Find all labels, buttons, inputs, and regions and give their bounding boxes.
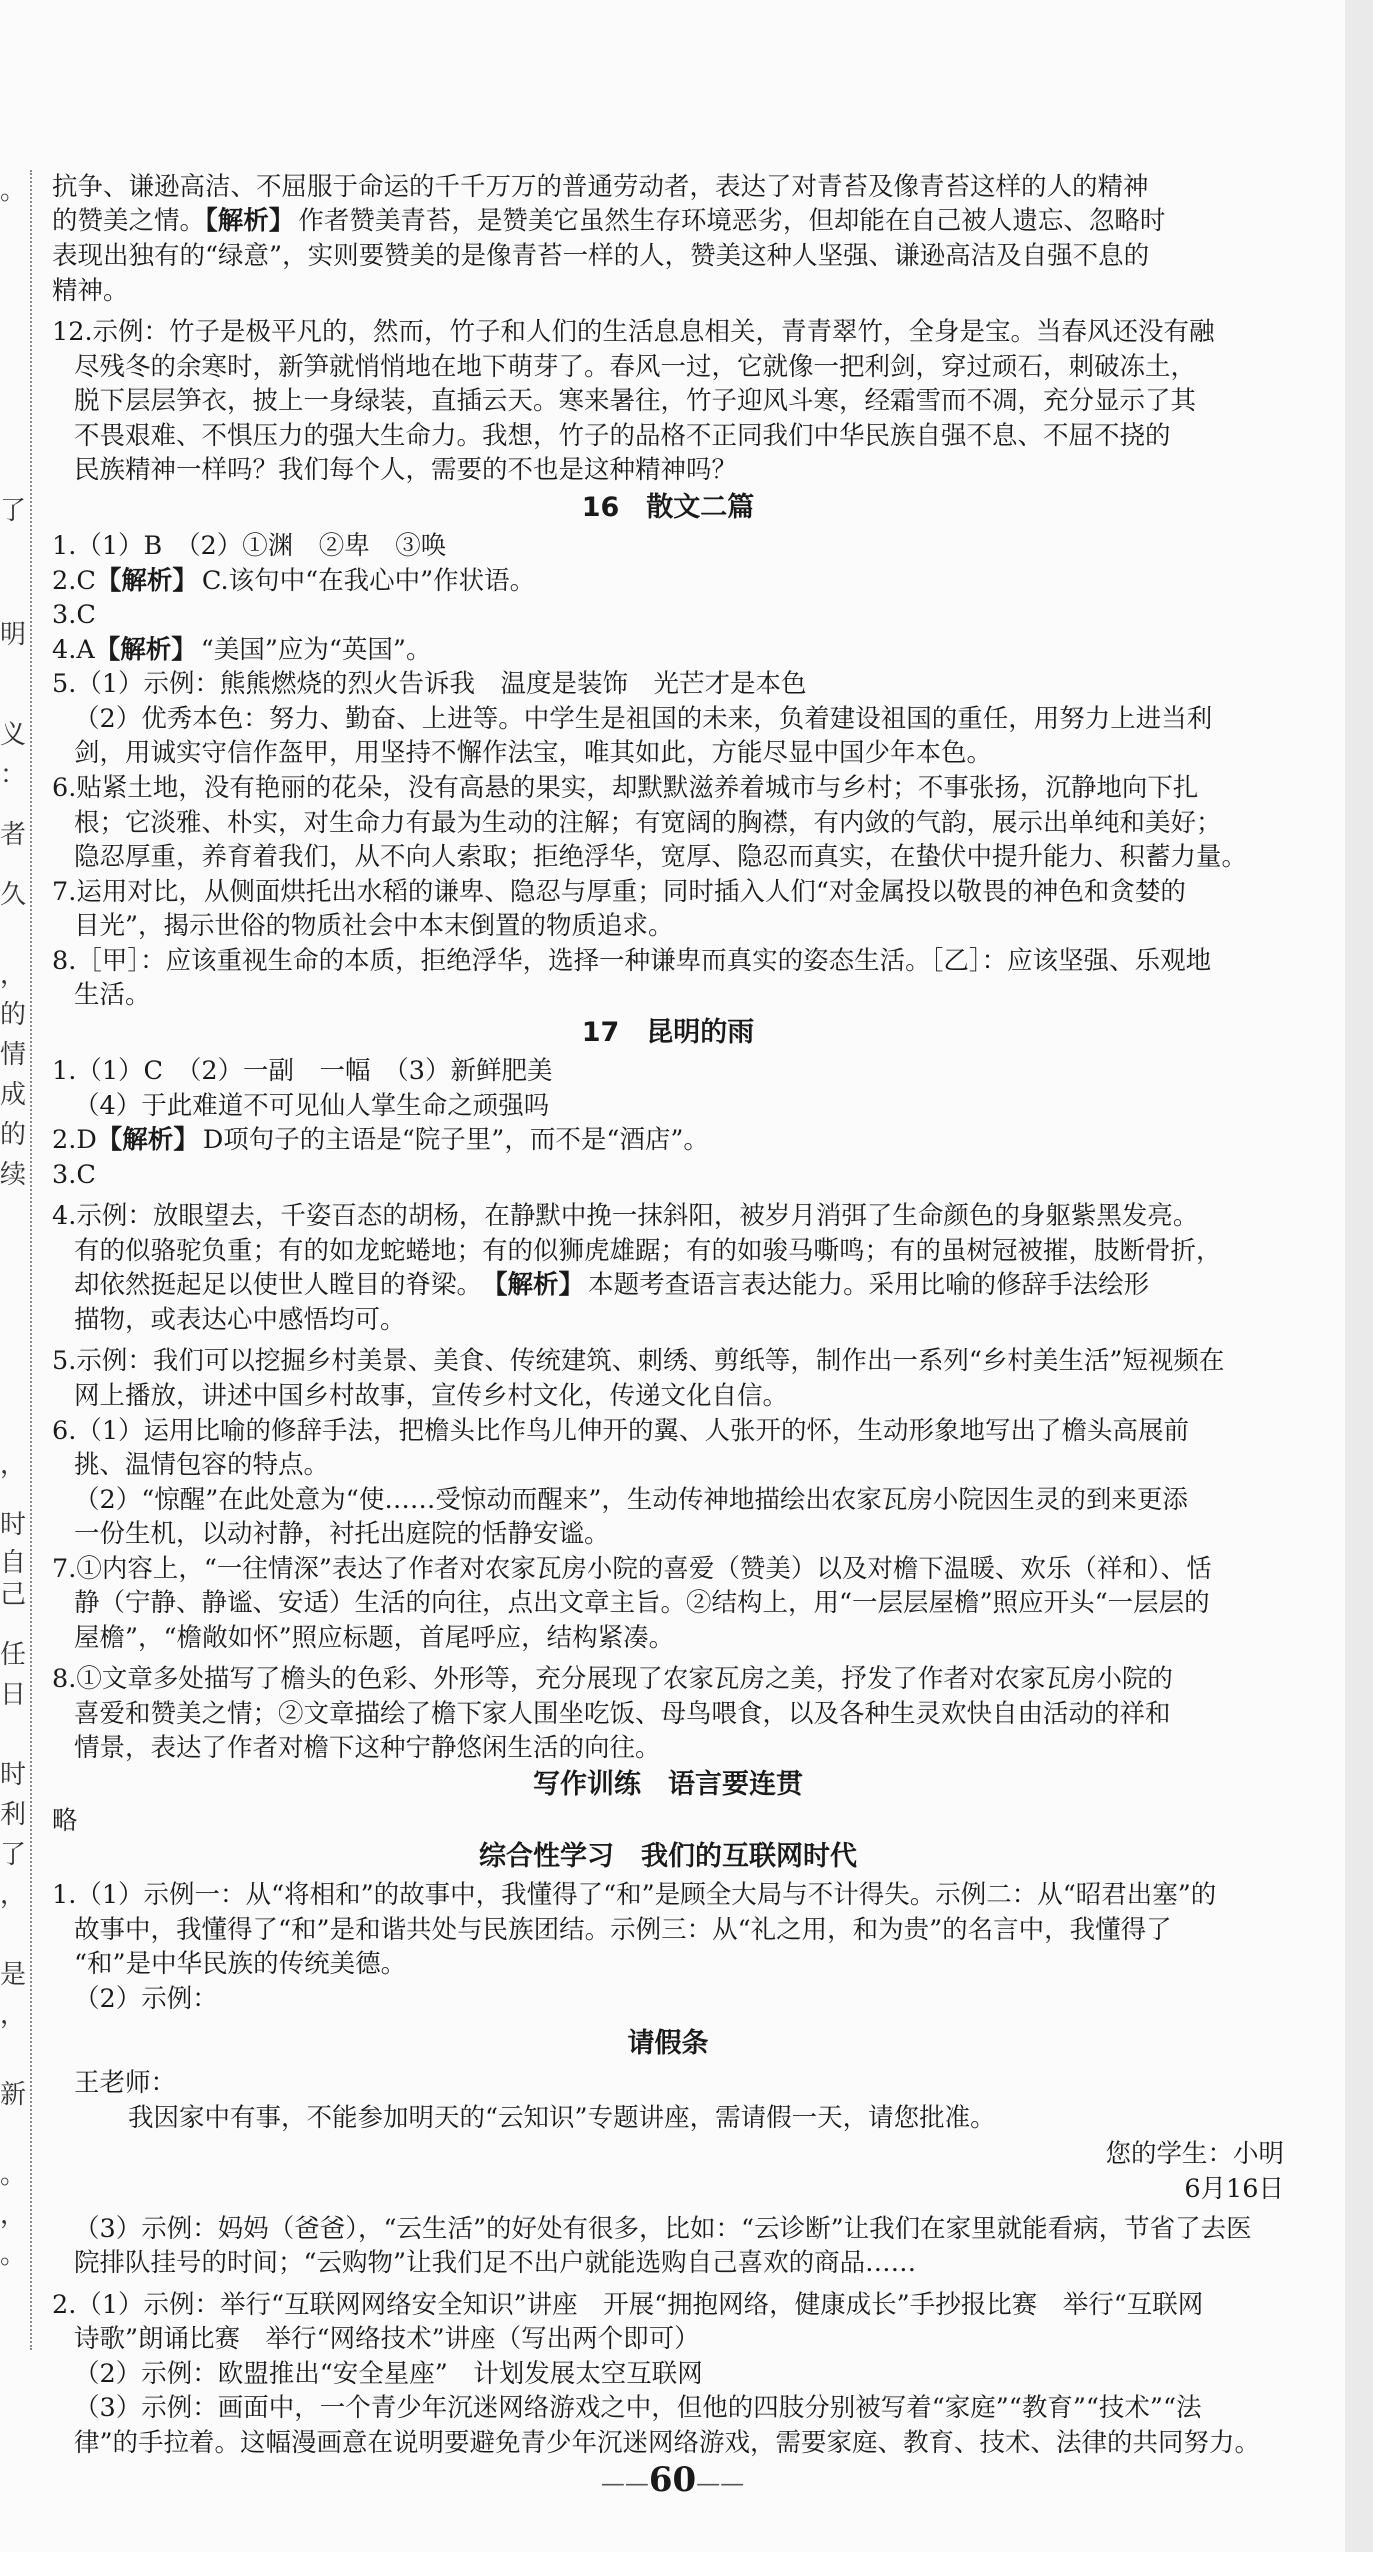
margin-fragment: 成 [0,1080,27,1110]
margin-fragment: 是 [0,1960,27,1990]
section-heading [1184,2169,1284,2209]
margin-fragment: 任 [0,1640,27,1670]
margin-fragment: ， [0,2000,27,2030]
line-text: 描物，或表达心中感悟均可。 [74,1305,406,1335]
text-line [52,312,1215,352]
line-text: 生活。 [74,980,151,1010]
line-text: “和”是中华民族的传统美德。 [74,1949,407,1979]
page-number: —— 60 —— [0,2460,1345,2500]
text-line [52,1875,1216,1915]
line-text: 3.C [52,600,96,630]
line-text: 网上播放，讲述中国乡村故事，宣传乡村文化，传递文化自信。 [74,1381,789,1411]
text-line [52,1051,553,1091]
text-line [74,1618,674,1658]
text-line [74,1445,329,1485]
text-line [52,1120,709,1160]
analysis-label: 【 解析 】 [205,206,294,236]
line-text: 律”的手拉着。这幅漫画意在说明要避免青少年沉迷网络游戏，需要家庭、教育、技术、法律的共同努力。 [74,2428,1261,2458]
analysis-text: C.该句中“在我心中”作状语。 [201,566,536,596]
margin-fragment: 情 [0,1040,27,1070]
margin-fragment: 时 [0,1760,27,1790]
margin-fragment: 明 [0,620,27,650]
text-line [74,2063,176,2103]
text-line [74,1514,610,1554]
text-line [74,1944,406,1984]
text-line [52,236,1149,276]
line-text: （2）优秀本色：努力、勤奋、上进等。中学生是祖国的未来，负着建设祖国的重任，用努力上进当利 [74,704,1213,734]
line-text: 根；它淡雅、朴实，对生命力有最为生动的注解；有宽阔的胸襟，有内敛的气韵，展示出单纯和美好； [74,808,1222,838]
line-text: 我因家中有事，不能参加明天的“云知识”专题讲座，需请假一天，请您批准。 [128,2103,996,2133]
analysis-text: 作者赞美青苔，是赞美它虽然生存环境恶劣，但却能在自己被人遗忘、忽略时 [298,206,1166,236]
margin-fragment: 新 [0,2080,27,2110]
analysis-label: 【 解析 】 [97,1125,199,1155]
section-heading [1105,2134,1284,2174]
text-line [74,1979,218,2019]
line-text: 院排队挂号的时间；“云购物”让我们足不出户就能选购自己喜欢的商品…… [74,2248,917,2278]
text-line [74,450,737,490]
line-text: （2）示例： [74,1984,218,2014]
margin-fragment: ， [0,2200,27,2230]
line-text: 不畏艰难、不惧压力的强大生命力。我想，竹子的品格不正同我们中华民族自强不息、不屈不挠的 [74,421,1171,451]
line-text: 4.A [52,635,95,665]
binding-divider [30,170,33,2350]
line-text: 精神。 [52,276,129,306]
line-text: 抗争、谦逊高洁、不屈服于命运的千千万万的普通劳动者，表达了对青苔及像青苔这样的人的精神 [52,172,1149,202]
line-text: 静（宁静、静谧、安适）生活的向往，点出文章主旨。②结构上，用“一层层屋檐”照应开头“一层层的 [74,1588,1210,1618]
margin-fragment: 者 [0,820,27,850]
line-text: 4.示例：放眼望去，千姿百态的胡杨，在静默中挽一抹斜阳，被岁月消弭了生命颜色的身躯紫黑发亮。 [52,1201,1199,1231]
line-text: 脱下层层笋衣，披上一身绿装，直插云天。寒来暑往，竹子迎风斗寒，经霜雪而不凋，充分显示了其 [74,386,1197,416]
margin-fragment: 的 [0,1000,27,1030]
line-text: （3）示例：画面中，一个青少年沉迷网络游戏之中，但他的四肢分别被写着“家庭”“教育”“技术”“法 [74,2393,1202,2423]
margin-fragment: 时 [0,1510,27,1540]
line-text: 尽残冬的余寒时，新笋就悄悄地在地下萌芽了。春风一过，它就像一把利剑，穿过顽石，刺破冻土， [74,352,1197,382]
line-text: 的赞美之情。 [52,206,206,236]
line-text: 12.示例：竹子是极平凡的，然而，竹子和人们的生活息息相关，青青翠竹，全身是宝。当春风还没有融 [52,317,1215,347]
line-text: 故事中，我懂得了“和”是和谐共处与民族团结。示例三：从“礼之用，和为贵”的名言中，我懂得了 [74,1915,1172,1945]
line-text: （3）示例：妈妈（爸爸），“云生活”的好处有很多，比如：“云诊断”让我们在家里就能看病，节省了去医 [74,2214,1252,2244]
line-text: （2）示例：欧盟推出“安全星座” 计划发展太空互联网 [74,2359,703,2389]
analysis-text: D项句子的主语是“院子里”，而不是“酒店”。 [202,1125,709,1155]
line-text: 一份生机，以动衬静，衬托出庭院的恬静安谧。 [74,1519,610,1549]
line-text: 略 [52,1806,78,1836]
line-text: 7.①内容上，“一往情深”表达了作者对农家瓦房小院的喜爱（赞美）以及对檐下温暖、欢乐（祥和）、恬 [52,1554,1212,1584]
section-heading [52,1013,1284,1053]
text-line [74,837,1247,877]
text-line [52,201,1165,241]
margin-fragment: ， [0,1450,27,1480]
text-line [74,1728,661,1768]
line-text: 请假条 [627,2028,709,2059]
line-text: 隐忍厚重，养育着我们，从不向人索取；拒绝浮华，宽厚、隐忍而真实，在蛰伏中提升能力、积蓄力量。 [74,842,1248,872]
line-text: 目光”，揭示世俗的物质社会中本末倒置的物质追求。 [74,911,674,941]
line-text: 17 昆明的雨 [581,1017,755,1048]
margin-fragment: 。 [0,2240,27,2270]
text-line [74,1265,1149,1305]
section-heading [52,1765,1284,1805]
line-text: 16 散文二篇 [581,492,755,523]
line-text: 3.C [52,1160,96,1190]
line-text: 屋檐”，“檐敞如怀”照应标题，首尾呼应，结构紧凑。 [74,1623,675,1653]
left-margin-fragments [0,0,26,2552]
margin-fragment: 的 [0,1120,27,1150]
margin-fragment: ， [0,960,27,990]
section-heading [52,1837,1284,1877]
text-line [128,2098,996,2138]
text-line [52,526,446,566]
text-line [52,595,96,635]
line-text: 7.运用对比，从侧面烘托出水稻的谦卑、隐忍与厚重；同时插入人们“对金属投以敬畏的神色和贪婪的 [52,877,1186,907]
line-text: 1.（1）B （2）①渊 ②卑 ③唤 [52,531,447,561]
text-line [74,975,151,1015]
margin-fragment: 。 [0,2160,27,2190]
line-text: 情景，表达了作者对檐下这种宁静悠闲生活的向往。 [74,1733,661,1763]
line-text: 表现出独有的“绿意”，实则要赞美的是像青苔一样的人，赞美这种人坚强、谦逊高洁及自强不息的 [52,241,1150,271]
text-line [74,381,1196,421]
line-text: 综合性学习 我们的互联网时代 [479,1841,857,1872]
line-text: 写作训练 语言要连贯 [533,1769,803,1800]
text-line [74,906,674,946]
analysis-text: “美国”应为“英国”。 [200,635,432,665]
text-line [74,2319,700,2359]
line-text: 6.（1）运用比喻的修辞手法，把檐头比作鸟儿伸开的翼、人张开的怀，生动形象地写出了檐头高展前 [52,1416,1190,1446]
text-line [52,768,1198,808]
line-text: （4）于此难道不可见仙人掌生命之顽强吗 [74,1091,550,1121]
text-line [74,2243,916,2283]
text-line [52,941,1211,981]
analysis-label: 【 解析 】 [96,566,198,596]
text-line [74,733,992,773]
line-text: 1.（1）示例一：从“将相和”的故事中，我懂得了“和”是顾全大局与不计得失。示例二：从“昭君出塞”的 [52,1880,1217,1910]
margin-fragment: 自 [0,1548,27,1578]
line-text: 6月16日 [1184,2174,1284,2204]
section-heading [52,2024,1284,2064]
text-line [52,1196,1198,1236]
text-line [52,1659,1173,1699]
margin-fragment: 续 [0,1160,27,1190]
line-text: 王老师： [74,2068,177,2098]
line-text: 2.C [52,566,96,596]
page-edge [1345,0,1373,2552]
margin-fragment: 。 [0,176,27,206]
line-text: 有的似骆驼负重；有的如龙蛇蜷地；有的似狮虎雄踞；有的如骏马嘶鸣；有的虽树冠被摧，肢断骨折， [74,1236,1222,1266]
text-line [52,664,807,704]
text-line [52,271,129,311]
line-text: 6.贴紧土地，没有艳丽的花朵，没有高悬的果实，却默默滋养着城市与乡村；不事张扬，沉静地向下扎 [52,773,1199,803]
text-line [74,1300,406,1340]
margin-fragment: 久 [0,880,27,910]
line-text: 2.（1）示例：举行“互联网网络安全知识”讲座 开展“拥抱网络，健康成长”手抄报比赛 举行“互联网 [52,2290,1204,2320]
text-line [52,1341,1224,1381]
line-text: 挑、温情包容的特点。 [74,1450,330,1480]
line-text: 剑，用诚实守信作盔甲，用坚持不懈作法宝，唯其如此，方能尽显中国少年本色。 [74,738,993,768]
text-line [52,1801,78,1841]
line-text: 诗歌”朗诵比赛 举行“网络技术”讲座（写出两个即可） [74,2324,700,2354]
line-text: 喜爱和赞美之情；②文章描绘了檐下家人围坐吃饭、母鸟喂食，以及各种生灵欢快自由活动的祥和 [74,1699,1171,1729]
line-text: （2）“惊醒”在此处意为“使……受惊动而醒来”，生动传神地描绘出农家瓦房小院因生灵的到来更添 [74,1485,1188,1515]
line-text: 5.（1）示例：熊熊燃烧的烈火告诉我 温度是装饰 光芒才是本色 [52,669,807,699]
text-line [52,561,535,601]
margin-fragment: 日 [0,1680,27,1710]
analysis-text: 本题考查语言表达能力。采用比喻的修辞手法绘形 [588,1270,1150,1300]
line-text: 1.（1）C （2）一副 一幅 （3）新鲜肥美 [52,1056,553,1086]
margin-fragment: 利 [0,1800,27,1830]
margin-fragment: 了 [0,496,27,526]
line-text: 8.①文章多处描写了檐头的色彩、外形等，充分展现了农家瓦房之美，抒发了作者对农家瓦房小院的 [52,1664,1173,1694]
line-text: 2.D [52,1125,97,1155]
section-heading [52,488,1284,528]
margin-fragment: 己 [0,1580,27,1610]
text-line [74,2423,1260,2463]
text-line [74,2388,1201,2428]
line-text: 5.示例：我们可以挖掘乡村美景、美食、传统建筑、刺绣、剪纸等，制作出一系列“乡村美生活”短视频在 [52,1346,1225,1376]
text-line [74,1376,788,1416]
margin-fragment: 义 [0,720,27,750]
text-line [74,1583,1210,1623]
line-text: 8.［甲］：应该重视生命的本质，拒绝浮华，选择一种谦卑而真实的姿态生活。［乙］：应该坚强、乐观地 [52,946,1212,976]
margin-fragment: 了 [0,1840,27,1870]
line-text: 却依然挺起足以使世人瞠目的脊梁。 [74,1270,495,1300]
margin-fragment: ， [0,1880,27,1910]
text-line [52,1155,96,1195]
line-text: 民族精神一样吗？我们每个人，需要的不也是这种精神吗？ [74,455,738,485]
line-text: 您的学生：小明 [1105,2139,1284,2169]
margin-fragment: ： [0,760,27,790]
analysis-label: 【 解析 】 [95,635,197,665]
analysis-label: 【 解析 】 [495,1270,584,1300]
